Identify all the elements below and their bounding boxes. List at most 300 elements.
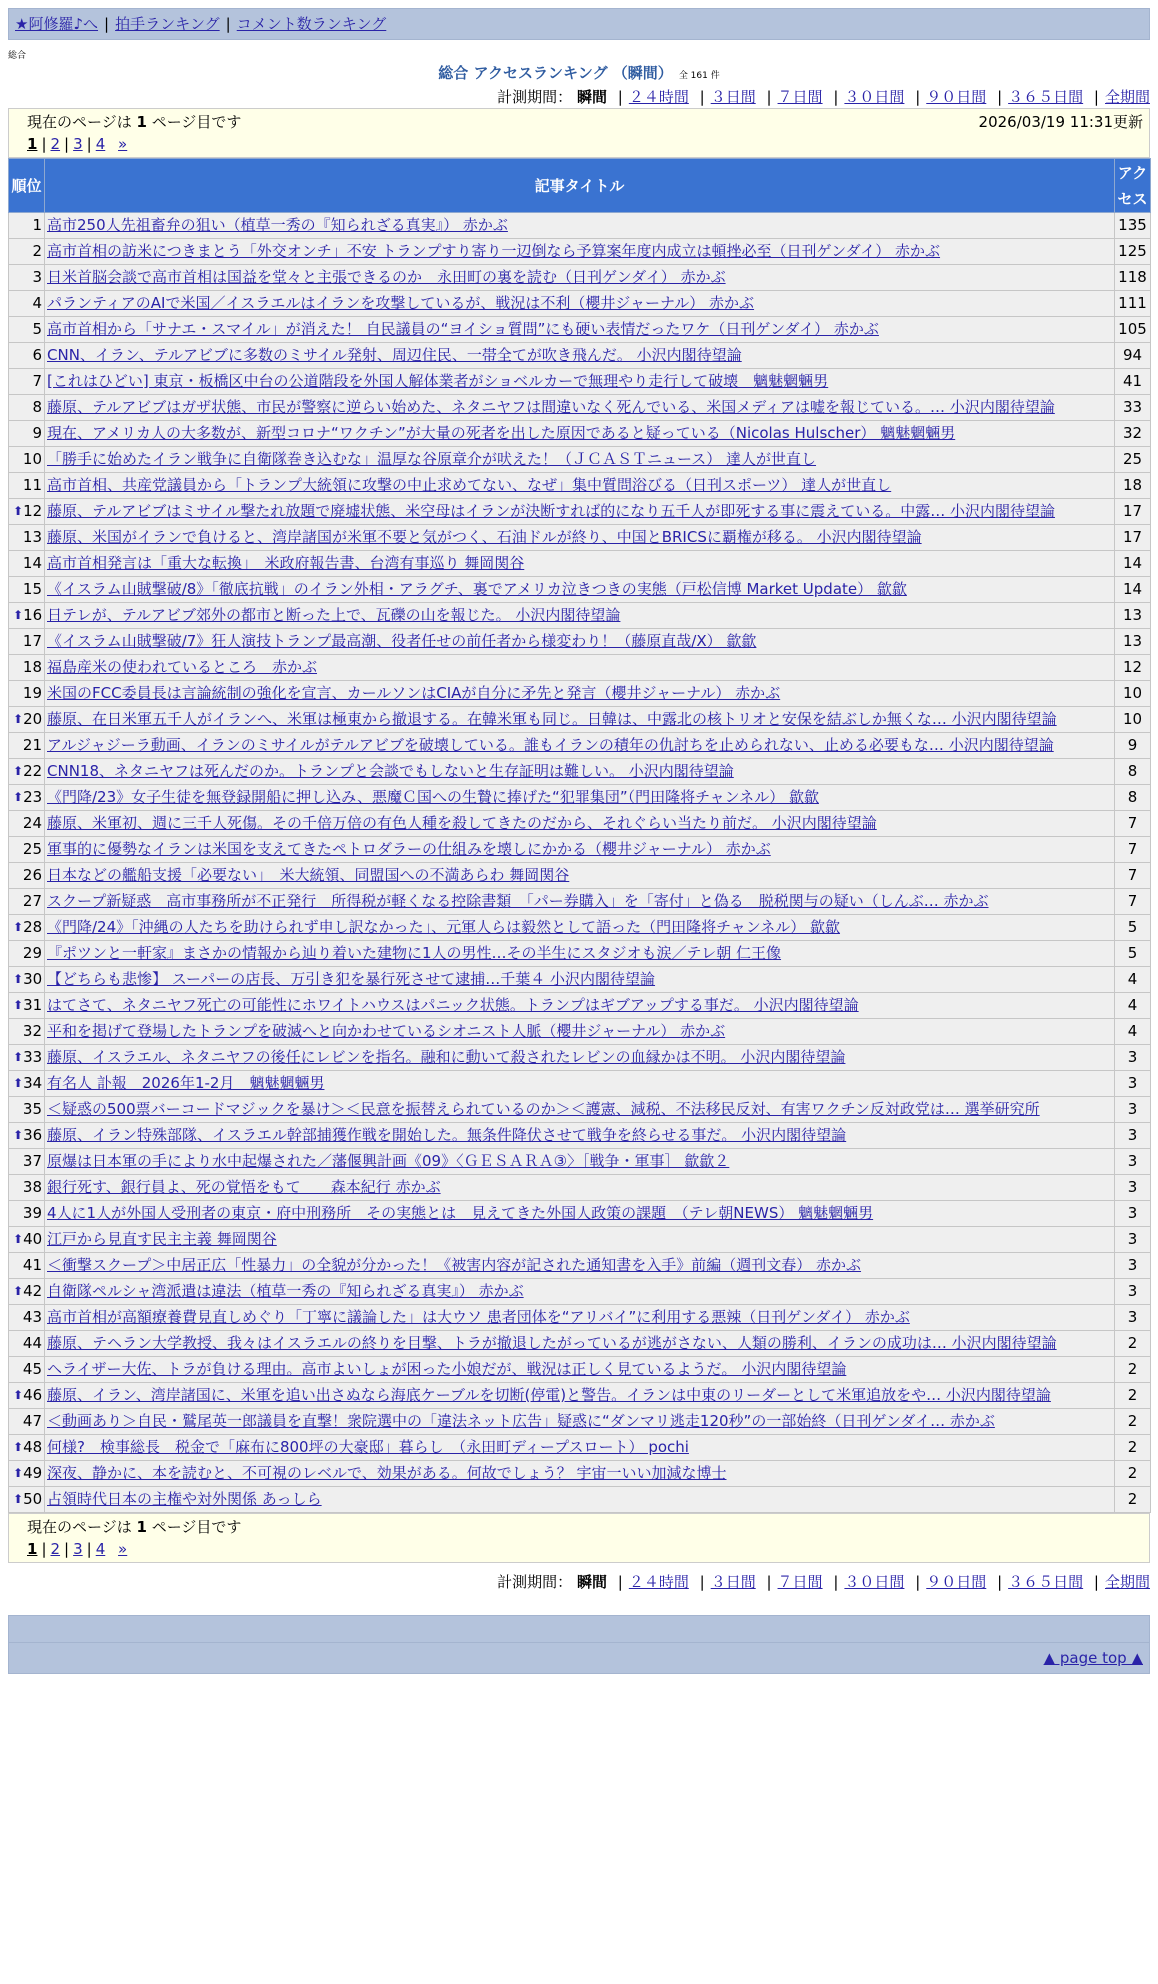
title-cell [45,1201,1115,1227]
access-count: 111 [1115,291,1151,317]
period-link-365d[interactable]: ３６５日間 [1008,88,1084,106]
page-next-link[interactable]: » [118,1540,128,1558]
access-count: 7 [1115,863,1151,889]
table-row [9,291,1151,317]
rank-cell [9,499,45,525]
article-link[interactable]: 原爆は日本軍の手により水中起爆された／藩偃興計画《09》〈ＧＥＳＡＲＡ③〉［戦争・軍事］ 歙歙２ [47,1152,730,1170]
rank-number: 18 [22,658,42,676]
page-link-3[interactable]: 3 [73,1540,83,1558]
access-count: 10 [1115,707,1151,733]
table-row [9,473,1151,499]
article-link[interactable]: 銀行死す、銀行員よ、死の覚悟をもて 森本紀行 赤かぶ [47,1178,441,1196]
article-link[interactable]: 藤原、在日米軍五千人がイランへ、米軍は極東から撤退する。在韓米軍も同じ。日韓は、中露北の核トリオと安保を結ぶしか無くな… 小沢内閣待望論 [47,710,1057,728]
title-cell [45,369,1115,395]
article-link[interactable]: 藤原、テルアビブはミサイル撃たれ放題で廃墟状態、米空母はイランが決断すれば的になり五千人が即死する事に震えている。中露… 小沢内閣待望論 [47,502,1055,520]
article-link[interactable]: [これはひどい] 東京・板橋区中台の公道階段を外国人解体業者がショベルカーで無理やり走行して破壊 魑魅魍魎男 [47,372,829,390]
rank-cell [9,1201,45,1227]
title-cell [45,889,1115,915]
rank-number: 40 [23,1230,43,1248]
article-link[interactable]: 軍事的に優勢なイランは米国を支えてきたペトロダラーの仕組みを壊しにかかる（櫻井ジャーナル） 赤かぶ [47,840,771,858]
rank-number: 11 [22,476,42,494]
title-cell [45,759,1115,785]
rank-cell [9,837,45,863]
title-cell [45,473,1115,499]
table-row [9,733,1151,759]
rank-number: 34 [23,1074,43,1092]
access-count: 3 [1115,1123,1151,1149]
rank-cell [9,1409,45,1435]
page-next-link[interactable]: » [118,135,128,153]
article-link[interactable]: 藤原、米国がイランで負けると、湾岸諸国が米軍不要と気がつく、石油ドルが終り、中国とBRICSに覇権が移る。 小沢内閣待望論 [47,528,922,546]
article-link[interactable]: 日米首脳会談で高市首相は国益を堂々と主張できるのか 永田町の裏を読む（日刊ゲンダイ） 赤かぶ [47,268,726,286]
rank-number: 14 [22,554,42,572]
article-link[interactable]: 藤原、テヘラン大学教授、我々はイスラエルの終りを目撃、トラが撤退したがっているが逃がさない、人類の勝利、イランの成功は… 小沢内閣待望論 [47,1334,1057,1352]
table-row [9,1071,1151,1097]
article-link[interactable]: 《門降/24》「沖縄の人たちを助けられず申し訳なかった」、元軍人らは毅然として語った（門田隆将チャンネル） 歙歙 [47,918,841,936]
rank-cell [9,1331,45,1357]
rank-number: 50 [23,1490,43,1508]
rank-cell [9,941,45,967]
page-links: 1 | 2 | 3 | 4 » [27,135,128,153]
top-nav-bar [8,8,1150,40]
rank-cell [9,1097,45,1123]
ranking-table [8,158,1151,1513]
period-link-7d[interactable]: ７日間 [777,88,823,106]
access-count: 41 [1115,369,1151,395]
title-cell [45,343,1115,369]
article-link[interactable]: ヘライザー大佐、トラが負ける理由。高市よいしょが困った小娘だが、戦況は正しく見ているようだ。 小沢内閣待望論 [47,1360,847,1378]
article-link[interactable]: 有名人 訃報 2026年1-2月 魑魅魍魎男 [47,1074,325,1092]
access-count: 32 [1115,421,1151,447]
rank-number: 35 [22,1100,42,1118]
period-link-365d[interactable]: ３６５日間 [1008,1573,1084,1591]
period-link-all[interactable]: 全期間 [1104,1573,1150,1591]
rank-number: 33 [23,1048,43,1066]
table-row [9,265,1151,291]
rank-number: 27 [22,892,42,910]
title-cell [45,733,1115,759]
table-row [9,681,1151,707]
page-link-3[interactable]: 3 [73,135,83,153]
access-count: 3 [1115,1175,1151,1201]
table-row [9,1123,1151,1149]
page-link-4[interactable]: 4 [95,1540,106,1558]
rank-cell [9,239,45,265]
rank-up-arrow-icon: ⬆ [13,504,24,518]
title-cell [45,707,1115,733]
rank-cell [9,1357,45,1383]
rank-number: 32 [22,1022,42,1040]
table-row [9,1019,1151,1045]
access-count: 8 [1115,785,1151,811]
access-count: 3 [1115,1305,1151,1331]
table-row [9,837,1151,863]
article-link[interactable]: 平和を掲げて登場したトランプを破滅へと向かわせているシオニスト人脈（櫻井ジャーナル） 赤かぶ [47,1022,726,1040]
access-count: 3 [1115,1227,1151,1253]
pager-bottom [8,1513,1150,1563]
access-count: 3 [1115,1201,1151,1227]
rank-number: 38 [22,1178,42,1196]
article-link[interactable]: 米国のFCC委員長は言論統制の強化を宣言、カールソンはCIAが自分に矛先と発言（櫻井ジャーナル） 赤かぶ [47,684,781,702]
page-top-link[interactable]: ▲ page top ▲ [1043,1649,1143,1667]
table-row [9,1435,1151,1461]
rank-number: 46 [23,1386,43,1404]
rank-cell [9,603,45,629]
rank-cell [9,1149,45,1175]
period-link-3d[interactable]: ３日間 [710,1573,756,1591]
rank-up-arrow-icon: ⬆ [13,608,24,622]
rank-up-arrow-icon: ⬆ [13,1388,24,1402]
rank-cell [9,1253,45,1279]
table-header-row [9,159,1151,213]
article-link[interactable]: ＜衝撃スクープ＞中居正広「性暴力」の全貌が分かった！《被害内容が記された通知書を入手》前編（週刊文春） 赤かぶ [47,1256,862,1274]
access-count: 94 [1115,343,1151,369]
rank-number: 41 [22,1256,42,1274]
title-cell [45,1461,1115,1487]
period-link-3d[interactable]: ３日間 [710,88,756,106]
table-row [9,395,1151,421]
access-count: 25 [1115,447,1151,473]
article-link[interactable]: 日本などの艦船支援「必要ない」 米大統領、同盟国への不満あらわ 舞岡関谷 [47,866,570,884]
rank-up-arrow-icon: ⬆ [13,998,24,1012]
period-link-all[interactable]: 全期間 [1104,88,1150,106]
rank-cell [9,369,45,395]
rank-number: 20 [23,710,43,728]
article-link[interactable]: 「勝手に始めたイラン戦争に自衛隊巻き込むな」温厚な谷原章介が吠えた！（ＪＣＡＳＴニュース） 達人が世直し [47,450,817,468]
period-current: 瞬間 [576,1573,607,1591]
rank-up-arrow-icon: ⬆ [13,1440,24,1454]
rank-cell [9,967,45,993]
title-cell [45,291,1115,317]
table-row [9,1227,1151,1253]
title-cell [45,525,1115,551]
table-row [9,707,1151,733]
article-link[interactable]: スクープ新疑惑 高市事務所が不正発行 所得税が軽くなる控除書類 「パー券購入」を「寄付」と偽る 脱税関与の疑い（しんぶ… 赤かぶ [47,892,989,910]
rank-cell [9,1123,45,1149]
title-cell [45,1357,1115,1383]
title-cell [45,1253,1115,1279]
ranking-table-body [9,213,1151,1513]
access-count: 3 [1115,1149,1151,1175]
period-link-24h[interactable]: ２４時間 [628,1573,689,1591]
rank-cell [9,525,45,551]
access-count: 3 [1115,1253,1151,1279]
article-link[interactable]: パランティアのAIで米国／イスラエルはイランを攻撃しているが、戦況は不利（櫻井ジャーナル） 赤かぶ [47,294,755,312]
rank-cell [9,785,45,811]
rank-cell [9,759,45,785]
title-cell [45,811,1115,837]
table-row [9,889,1151,915]
rank-number: 12 [23,502,43,520]
page-wrapper [8,8,1150,1674]
access-count: 8 [1115,759,1151,785]
rank-cell [9,473,45,499]
rank-cell [9,1045,45,1071]
page-link-2[interactable]: 2 [50,1540,61,1558]
article-link[interactable]: 4人に1人が外国人受刑者の東京・府中刑務所 その実態とは 見えてきた外国人政策の課題 （テレ朝NEWS） 魑魅魍魎男 [47,1204,874,1222]
table-row [9,1461,1151,1487]
period-link-30d[interactable]: ３０日間 [844,1573,905,1591]
rank-number: 25 [22,840,42,858]
rank-number: 49 [23,1464,43,1482]
rank-number: 8 [32,398,42,416]
title-cell [45,499,1115,525]
rank-cell [9,889,45,915]
title-cell [45,629,1115,655]
rank-number: 47 [22,1412,42,1430]
table-row [9,1097,1151,1123]
table-row [9,785,1151,811]
access-count: 125 [1115,239,1151,265]
page-links-bottom: 1 | 2 | 3 | 4 » [27,1540,128,1558]
rank-cell [9,1019,45,1045]
page-link-4[interactable]: 4 [95,135,106,153]
title-cell [45,421,1115,447]
article-link[interactable]: 占領時代日本の主権や対外関係 あっしら [47,1490,322,1508]
rank-number: 10 [22,450,42,468]
col-header-title: 記事タイトル [45,159,1115,213]
article-link[interactable]: はてさて、ネタニヤフ死亡の可能性にホワイトハウスはパニック状態。トランプはギブアップする事だ。 小沢内閣待望論 [47,996,859,1014]
table-row [9,915,1151,941]
rank-up-arrow-icon: ⬆ [13,920,24,934]
period-link-7d[interactable]: ７日間 [777,1573,823,1591]
article-link[interactable]: ＜疑惑の500票バーコードマジックを暴け＞＜民意を振替えられているのか＞＜護憲、減税、不法移民反対、有害ワクチン反対政党は… 選挙研究所 [47,1100,1040,1118]
table-row [9,1331,1151,1357]
rank-cell [9,213,45,239]
access-count: 7 [1115,837,1151,863]
table-row [9,447,1151,473]
current-page-info-bottom: 現在のページは 1 ページ目です [27,1518,242,1536]
page-title: 総合 アクセスランキング （瞬間） [438,64,673,82]
updated-timestamp: 2026/03/19 11:31更新 [978,113,1143,131]
table-row [9,239,1151,265]
access-count: 2 [1115,1487,1151,1513]
comment-ranking-link[interactable]: コメント数ランキング [236,15,387,33]
title-cell [45,1227,1115,1253]
period-link-90d[interactable]: ９０日間 [926,1573,987,1591]
rank-number: 39 [22,1204,42,1222]
article-link[interactable]: 『ポツンと一軒家』まさかの情報から辿り着いた建物に1人の男性…その半生にスタジオも涙／テレ朝 仁王像 [47,944,782,962]
period-link-24h[interactable]: ２４時間 [628,88,689,106]
period-link-30d[interactable]: ３０日間 [844,88,905,106]
access-count: 7 [1115,811,1151,837]
article-link[interactable]: 深夜、静かに、本を読むと、不可視のレベルで、効果がある。何故でしょう？ 宇宙一いい加減な博士 [47,1464,727,1482]
article-link[interactable]: 藤原、イスラエル、ネタニヤフの後任にレビンを指名。融和に動いて殺されたレビンの血縁かは不明。 小沢内閣待望論 [47,1048,846,1066]
access-count: 2 [1115,1383,1151,1409]
access-count: 18 [1115,473,1151,499]
rank-cell [9,915,45,941]
rank-number: 31 [23,996,43,1014]
table-row [9,759,1151,785]
access-count: 4 [1115,1019,1151,1045]
table-row [9,603,1151,629]
rank-up-arrow-icon: ⬆ [13,1466,24,1480]
page-link-2[interactable]: 2 [50,135,61,153]
access-count: 3 [1115,1071,1151,1097]
title-cell [45,213,1115,239]
rank-cell [9,681,45,707]
table-row [9,941,1151,967]
rank-up-arrow-icon: ⬆ [13,1128,24,1142]
rank-cell [9,811,45,837]
rank-cell [9,863,45,889]
rank-number: 21 [22,736,42,754]
table-row [9,551,1151,577]
rank-up-arrow-icon: ⬆ [13,790,24,804]
rank-cell [9,395,45,421]
rank-number: 45 [22,1360,42,1378]
title-cell [45,1305,1115,1331]
article-link[interactable]: 現在、アメリカ人の大多数が、新型コロナ“ワクチン”が大量の死者を出した原因であると疑っている（Nicolas Hulscher） 魑魅魍魎男 [47,424,956,442]
article-link[interactable]: 高市首相の訪米につきまとう「外交オンチ」不安 トランプすり寄り一辺倒なら予算案年度内成立は頓挫必至（日刊ゲンダイ） 赤かぶ [47,242,941,260]
rank-number: 29 [22,944,42,962]
rank-number: 6 [32,346,42,364]
title-cell [45,603,1115,629]
period-link-90d[interactable]: ９０日間 [926,88,987,106]
period-current: 瞬間 [576,88,607,106]
nav-separator: | [104,15,110,33]
title-cell [45,1071,1115,1097]
rank-number: 13 [22,528,42,546]
access-count: 33 [1115,395,1151,421]
table-row [9,343,1151,369]
rank-number: 26 [22,866,42,884]
title-cell [45,265,1115,291]
table-row [9,1201,1151,1227]
table-row [9,1149,1151,1175]
rank-number: 24 [22,814,42,832]
table-row [9,577,1151,603]
access-count: 14 [1115,577,1151,603]
article-link[interactable]: 高市首相、共産党議員から「トランプ大統領に攻撃の中止求めてない、なぜ」集中質問浴びる（日刊スポーツ） 達人が世直し [47,476,892,494]
access-count: 2 [1115,1461,1151,1487]
title-cell [45,1097,1115,1123]
table-row [9,525,1151,551]
article-link[interactable]: 福島産米の使われているところ 赤かぶ [47,658,318,676]
rank-up-arrow-icon: ⬆ [13,1492,24,1506]
table-row [9,811,1151,837]
access-count: 3 [1115,1279,1151,1305]
rank-up-arrow-icon: ⬆ [13,1284,24,1298]
rank-cell [9,1435,45,1461]
rank-number: 22 [23,762,43,780]
article-link[interactable]: 高市250人先祖畜弁の狙い（植草一秀の『知られざる真実』） 赤かぶ [47,216,508,234]
article-link[interactable]: 日テレが、テルアビブ郊外の都市と断った上で、瓦礫の山を報じた。 小沢内閣待望論 [47,606,621,624]
article-link[interactable]: 《イスラム山賊撃破/8》「徹底抗戦」のイラン外相・アラグチ、裏でアメリカ泣きつきの実態（戸松信博 Market Update） 歙歙 [47,580,907,598]
title-cell [45,317,1115,343]
article-link[interactable]: 《イスラム山賊撃破/7》狂人演技トランプ最高潮、役者任せの前任者から様変わり！（藤原直哉/X） 歙歙 [47,632,757,650]
rank-number: 19 [22,684,42,702]
rank-cell [9,291,45,317]
article-link[interactable]: 藤原、イラン、湾岸諸国に、米軍を追い出さぬなら海底ケーブルを切断(停電)と警告。イランは中東のリーダーとして米軍追放をや… 小沢内閣待望論 [47,1386,1051,1404]
access-count: 3 [1115,1045,1151,1071]
article-link[interactable]: ＜動画あり＞自民・鷲尾英一郎議員を直撃！衆院選中の「違法ネット広告」疑惑に“ダンマリ逃走120秒”の一部始終（日刊ゲンダイ… 赤かぶ [47,1412,995,1430]
rank-cell [9,1305,45,1331]
title-cell [45,447,1115,473]
access-count: 3 [1115,1097,1151,1123]
rank-up-arrow-icon: ⬆ [13,764,24,778]
bottom-bar [8,1643,1150,1674]
title-cell [45,1331,1115,1357]
rank-number: 15 [22,580,42,598]
article-link[interactable]: 《門降/23》女子生徒を無登録開船に押し込み、悪魔Ｃ国への生贄に捧げた“犯罪集団”（門田隆将チャンネル） 歙歙 [47,788,819,806]
clap-ranking-link[interactable]: 拍手ランキング [115,15,220,33]
table-row [9,421,1151,447]
rank-number: 17 [22,632,42,650]
article-link[interactable]: 藤原、イラン特殊部隊、イスラエル幹部捕獲作戦を開始した。無条件降伏させて戦争を終らせる事だ。 小沢内閣待望論 [47,1126,847,1144]
article-link[interactable]: CNN18、ネタニヤフは死んだのか。トランプと会談でもしないと生存証明は難しい。 小沢内閣待望論 [47,762,734,780]
article-link[interactable]: 【どちらも悲惨】 スーパーの店長、万引き犯を暴行死させて逮捕…千葉４ 小沢内閣待望論 [47,970,656,988]
title-cell [45,1435,1115,1461]
title-cell [45,863,1115,889]
article-link[interactable]: 江戸から見直す民主主義 舞岡関谷 [47,1230,277,1248]
table-row [9,967,1151,993]
col-header-access: アクセス [1115,159,1151,213]
access-count: 17 [1115,499,1151,525]
rank-cell [9,993,45,1019]
table-row [9,1487,1151,1513]
article-link[interactable]: 高市首相発言は「重大な転換」 米政府報告書、台湾有事巡り 舞岡関谷 [47,554,525,572]
article-link[interactable]: CNN、イラン、テルアビブに多数のミサイル発射、周辺住民、一帯全てが吹き飛んだ。 小沢内閣待望論 [47,346,742,364]
title-cell [45,941,1115,967]
article-link[interactable]: 藤原、テルアビブはガザ状態、市民が警察に逆らい始めた、ネタニヤフは間違いなく死んでいる、米国メディアは嘘を報じている。… 小沢内閣待望論 [47,398,1055,416]
access-count: 5 [1115,941,1151,967]
article-link[interactable]: アルジャジーラ動画、イランのミサイルがテルアビブを破壊している。誰もイランの積年の仇討ちを止められない、止める必要もな… 小沢内閣待望論 [47,736,1054,754]
rank-cell [9,577,45,603]
title-cell [45,915,1115,941]
rank-number: 42 [23,1282,43,1300]
rank-number: 44 [22,1334,42,1352]
table-row [9,1045,1151,1071]
rank-cell [9,343,45,369]
access-count: 2 [1115,1409,1151,1435]
page-current: 1 [27,135,38,153]
rank-cell [9,655,45,681]
rank-cell [9,447,45,473]
rank-cell [9,1383,45,1409]
title-cell [45,1149,1115,1175]
title-cell [45,1045,1115,1071]
access-count: 7 [1115,889,1151,915]
title-cell [45,1409,1115,1435]
access-count: 118 [1115,265,1151,291]
article-link[interactable]: 高市首相が高額療養費見直しめぐり「丁寧に議論した」は大ウソ 患者団体を“アリバイ”に利用する悪辣（日刊ゲンダイ） 赤かぶ [47,1308,910,1326]
table-row [9,1253,1151,1279]
title-cell [45,993,1115,1019]
current-page-info: 現在のページは 1 ページ目です [27,113,242,131]
article-link[interactable]: 自衛隊ペルシャ湾派遣は違法（植草一秀の『知られざる真実』） 赤かぶ [47,1282,524,1300]
title-cell [45,681,1115,707]
table-row [9,1357,1151,1383]
rank-number: 4 [32,294,42,312]
home-link[interactable]: ★阿修羅♪へ [15,15,99,33]
title-cell [45,577,1115,603]
table-row [9,629,1151,655]
access-count: 135 [1115,213,1151,239]
rank-cell [9,551,45,577]
rank-number: 37 [22,1152,42,1170]
rank-up-arrow-icon: ⬆ [13,712,24,726]
bottom-spacer-bar [8,1615,1150,1643]
access-count: 13 [1115,603,1151,629]
rank-cell [9,1279,45,1305]
period-label: 計測期間： [497,88,573,106]
table-row [9,1383,1151,1409]
article-link[interactable]: 藤原、米軍初、週に三千人死傷。その千倍万倍の有色人種を殺してきたのだから、それぐらい当たり前だ。 小沢内閣待望論 [47,814,877,832]
article-link[interactable]: 何様? 検事総長 税金で「麻布に800坪の大豪邸」暮らし （永田町ディープスロート） pochi [47,1438,689,1456]
rank-up-arrow-icon: ⬆ [13,1232,24,1246]
article-link[interactable]: 高市首相から「サナエ・スマイル」が消えた！ 自民議員の“ヨイショ質問”にも硬い表情だったワケ（日刊ゲンダイ） 赤かぶ [47,320,879,338]
